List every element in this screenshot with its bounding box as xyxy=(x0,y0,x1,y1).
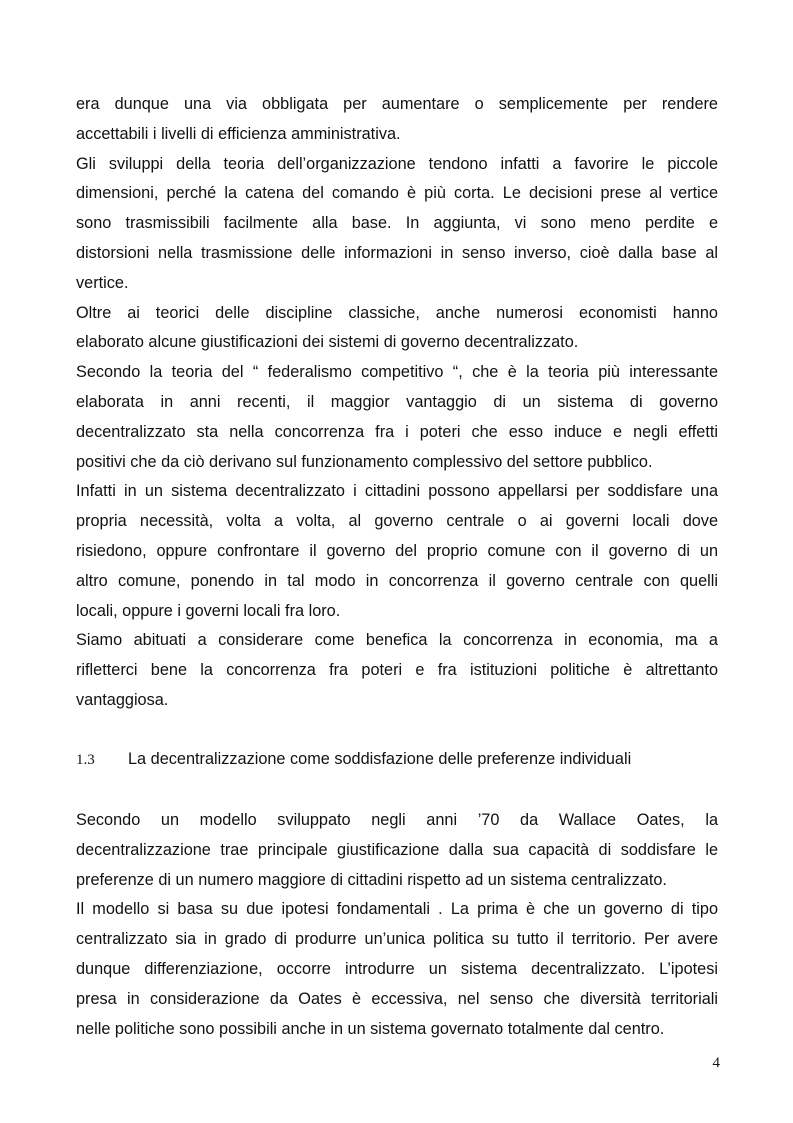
section-heading xyxy=(76,745,718,776)
text-line: centralizzato sia in grado di produrre un’unica politica su tutto il territorio. Per avere xyxy=(76,930,718,949)
paragraph xyxy=(76,358,718,477)
paragraph xyxy=(76,150,718,299)
paragraph xyxy=(76,895,718,1044)
body-text-top xyxy=(76,90,718,716)
paragraph xyxy=(76,90,718,150)
text-line: Infatti in un sistema decentralizzato i cittadini possono appellarsi per soddisfare una xyxy=(76,482,718,501)
text-line: elaborata in anni recenti, il maggior vantaggio di un sistema di governo xyxy=(76,392,718,411)
paragraph xyxy=(76,806,718,895)
text-line: altro comune, ponendo in tal modo in concorrenza il governo centrale con quelli xyxy=(76,571,718,590)
text-line: elaborato alcune giustificazioni dei sistemi di governo decentralizzato. xyxy=(76,333,579,352)
text-line: rifletterci bene la concorrenza fra poteri e fra istituzioni politiche è altrettanto xyxy=(76,661,718,680)
section-number: 1.3 xyxy=(76,752,95,768)
text-line: Oltre ai teorici delle discipline classiche, anche numerosi economisti hanno xyxy=(76,303,718,322)
text-line: distorsioni nella trasmissione delle informazioni in senso inverso, cioè dalla base al xyxy=(76,243,718,262)
text-line: dunque differenziazione, occorre introdurre un sistema decentralizzato. L’ipotesi xyxy=(76,959,718,978)
page-number: 4 xyxy=(712,1055,720,1071)
text-line: propria necessità, volta a volta, al governo centrale o ai governi locali dove xyxy=(76,512,718,531)
text-line: Secondo un modello sviluppato negli anni ’70 da Wallace Oates, la xyxy=(76,811,718,829)
text-line: decentralizzazione trae principale giustificazione dalla sua capacità di soddisfare le xyxy=(76,840,718,859)
text-line: Il modello si basa su due ipotesi fondamentali . La prima è che un governo di tipo xyxy=(76,900,718,919)
text-line: decentralizzato sta nella concorrenza fra i poteri che esso induce e negli effetti xyxy=(76,422,718,441)
text-line: vantaggiosa. xyxy=(76,690,169,709)
text-line: positivi che da ciò derivano sul funzionamento complessivo del settore pubblico. xyxy=(76,452,653,471)
paragraph xyxy=(76,626,718,715)
text-line: Secondo la teoria del “ federalismo competitivo “, che è la teoria più interessante xyxy=(76,363,718,382)
body-text-bottom xyxy=(76,806,718,1044)
text-line: vertice. xyxy=(76,273,129,292)
section-title: La decentralizzazione come soddisfazione delle preferenze individuali xyxy=(128,750,632,768)
text-line: preferenze di un numero maggiore di cittadini rispetto ad un sistema centralizzato. xyxy=(76,870,667,889)
paragraph xyxy=(76,477,718,626)
text-line: Gli sviluppi della teoria dell’organizzazione tendono infatti a favorire le piccole xyxy=(76,154,718,173)
text-line: locali, oppure i governi locali fra loro. xyxy=(76,601,341,620)
text-line: Siamo abituati a considerare come benefica la concorrenza in economia, ma a xyxy=(76,631,718,650)
text-line: presa in considerazione da Oates è eccessiva, nel senso che diversità territoriali xyxy=(76,989,718,1008)
text-line: dimensioni, perché la catena del comando è più corta. Le decisioni prese al vertice xyxy=(76,184,718,203)
text-line: era dunque una via obbligata per aumentare o semplicemente per rendere xyxy=(76,95,718,113)
text-line: risiedono, oppure confrontare il governo del proprio comune con il governo di un xyxy=(76,541,718,560)
text-line: accettabili i livelli di efficienza amministrativa. xyxy=(76,124,401,143)
text-line: sono trasmissibili facilmente alla base. In aggiunta, vi sono meno perdite e xyxy=(76,214,718,233)
text-line: nelle politiche sono possibili anche in un sistema governato totalmente dal centro. xyxy=(76,1019,665,1038)
paragraph xyxy=(76,299,718,359)
